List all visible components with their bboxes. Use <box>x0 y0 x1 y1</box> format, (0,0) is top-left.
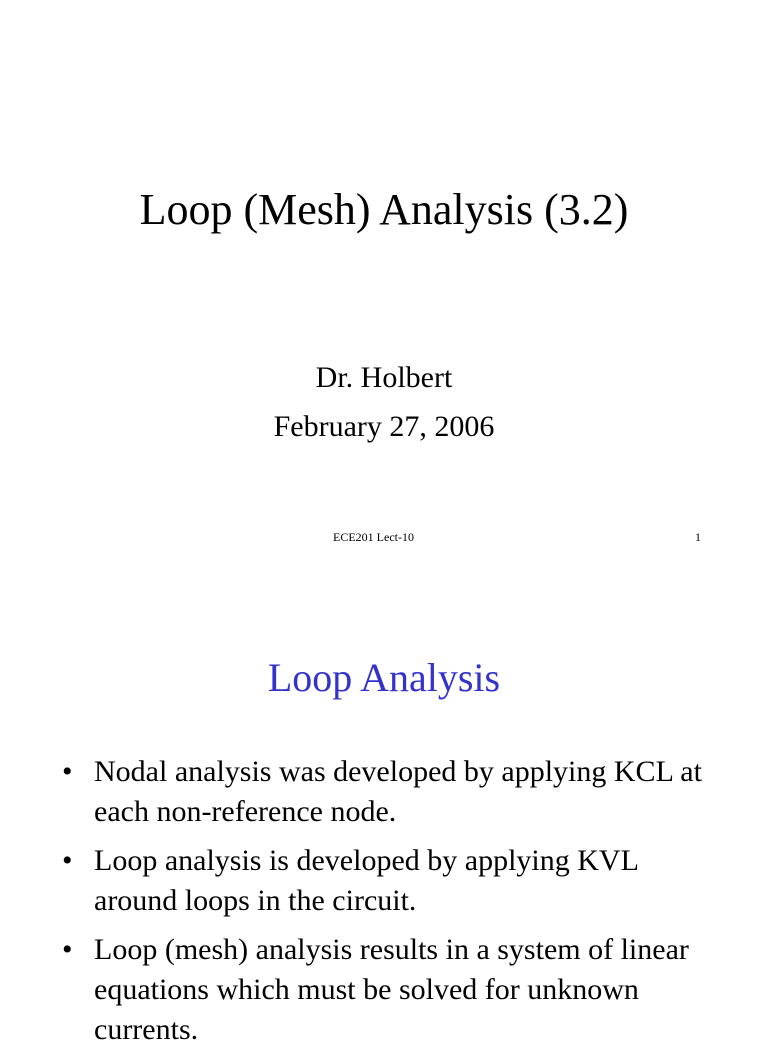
bullet-icon: • <box>62 844 73 877</box>
footer-page-number: 1 <box>695 530 701 544</box>
bullet-icon: • <box>62 755 73 788</box>
bullet-text: Loop (mesh) analysis results in a system of linear equations which must be solved for unknown currents. <box>94 933 689 1046</box>
bullet-item <box>62 930 722 1050</box>
bullet-text: Loop analysis is developed by applying KVL around loops in the circuit. <box>94 844 638 917</box>
slide-title: Loop Analysis <box>267 655 501 700</box>
slide-title: Loop (Mesh) Analysis (3.2) <box>139 185 629 234</box>
presentation-date: February 27, 2006 <box>273 410 495 443</box>
footer-course-label: ECE201 Lect-10 <box>333 530 414 544</box>
slide-2 <box>0 576 768 1046</box>
bullet-item <box>62 841 722 921</box>
author-name: Dr. Holbert <box>315 361 453 394</box>
bullet-icon: • <box>62 933 73 966</box>
bullet-list <box>62 752 722 1059</box>
bullet-item <box>62 752 722 832</box>
bullet-text: Nodal analysis was developed by applying KCL at each non-reference node. <box>94 755 702 828</box>
